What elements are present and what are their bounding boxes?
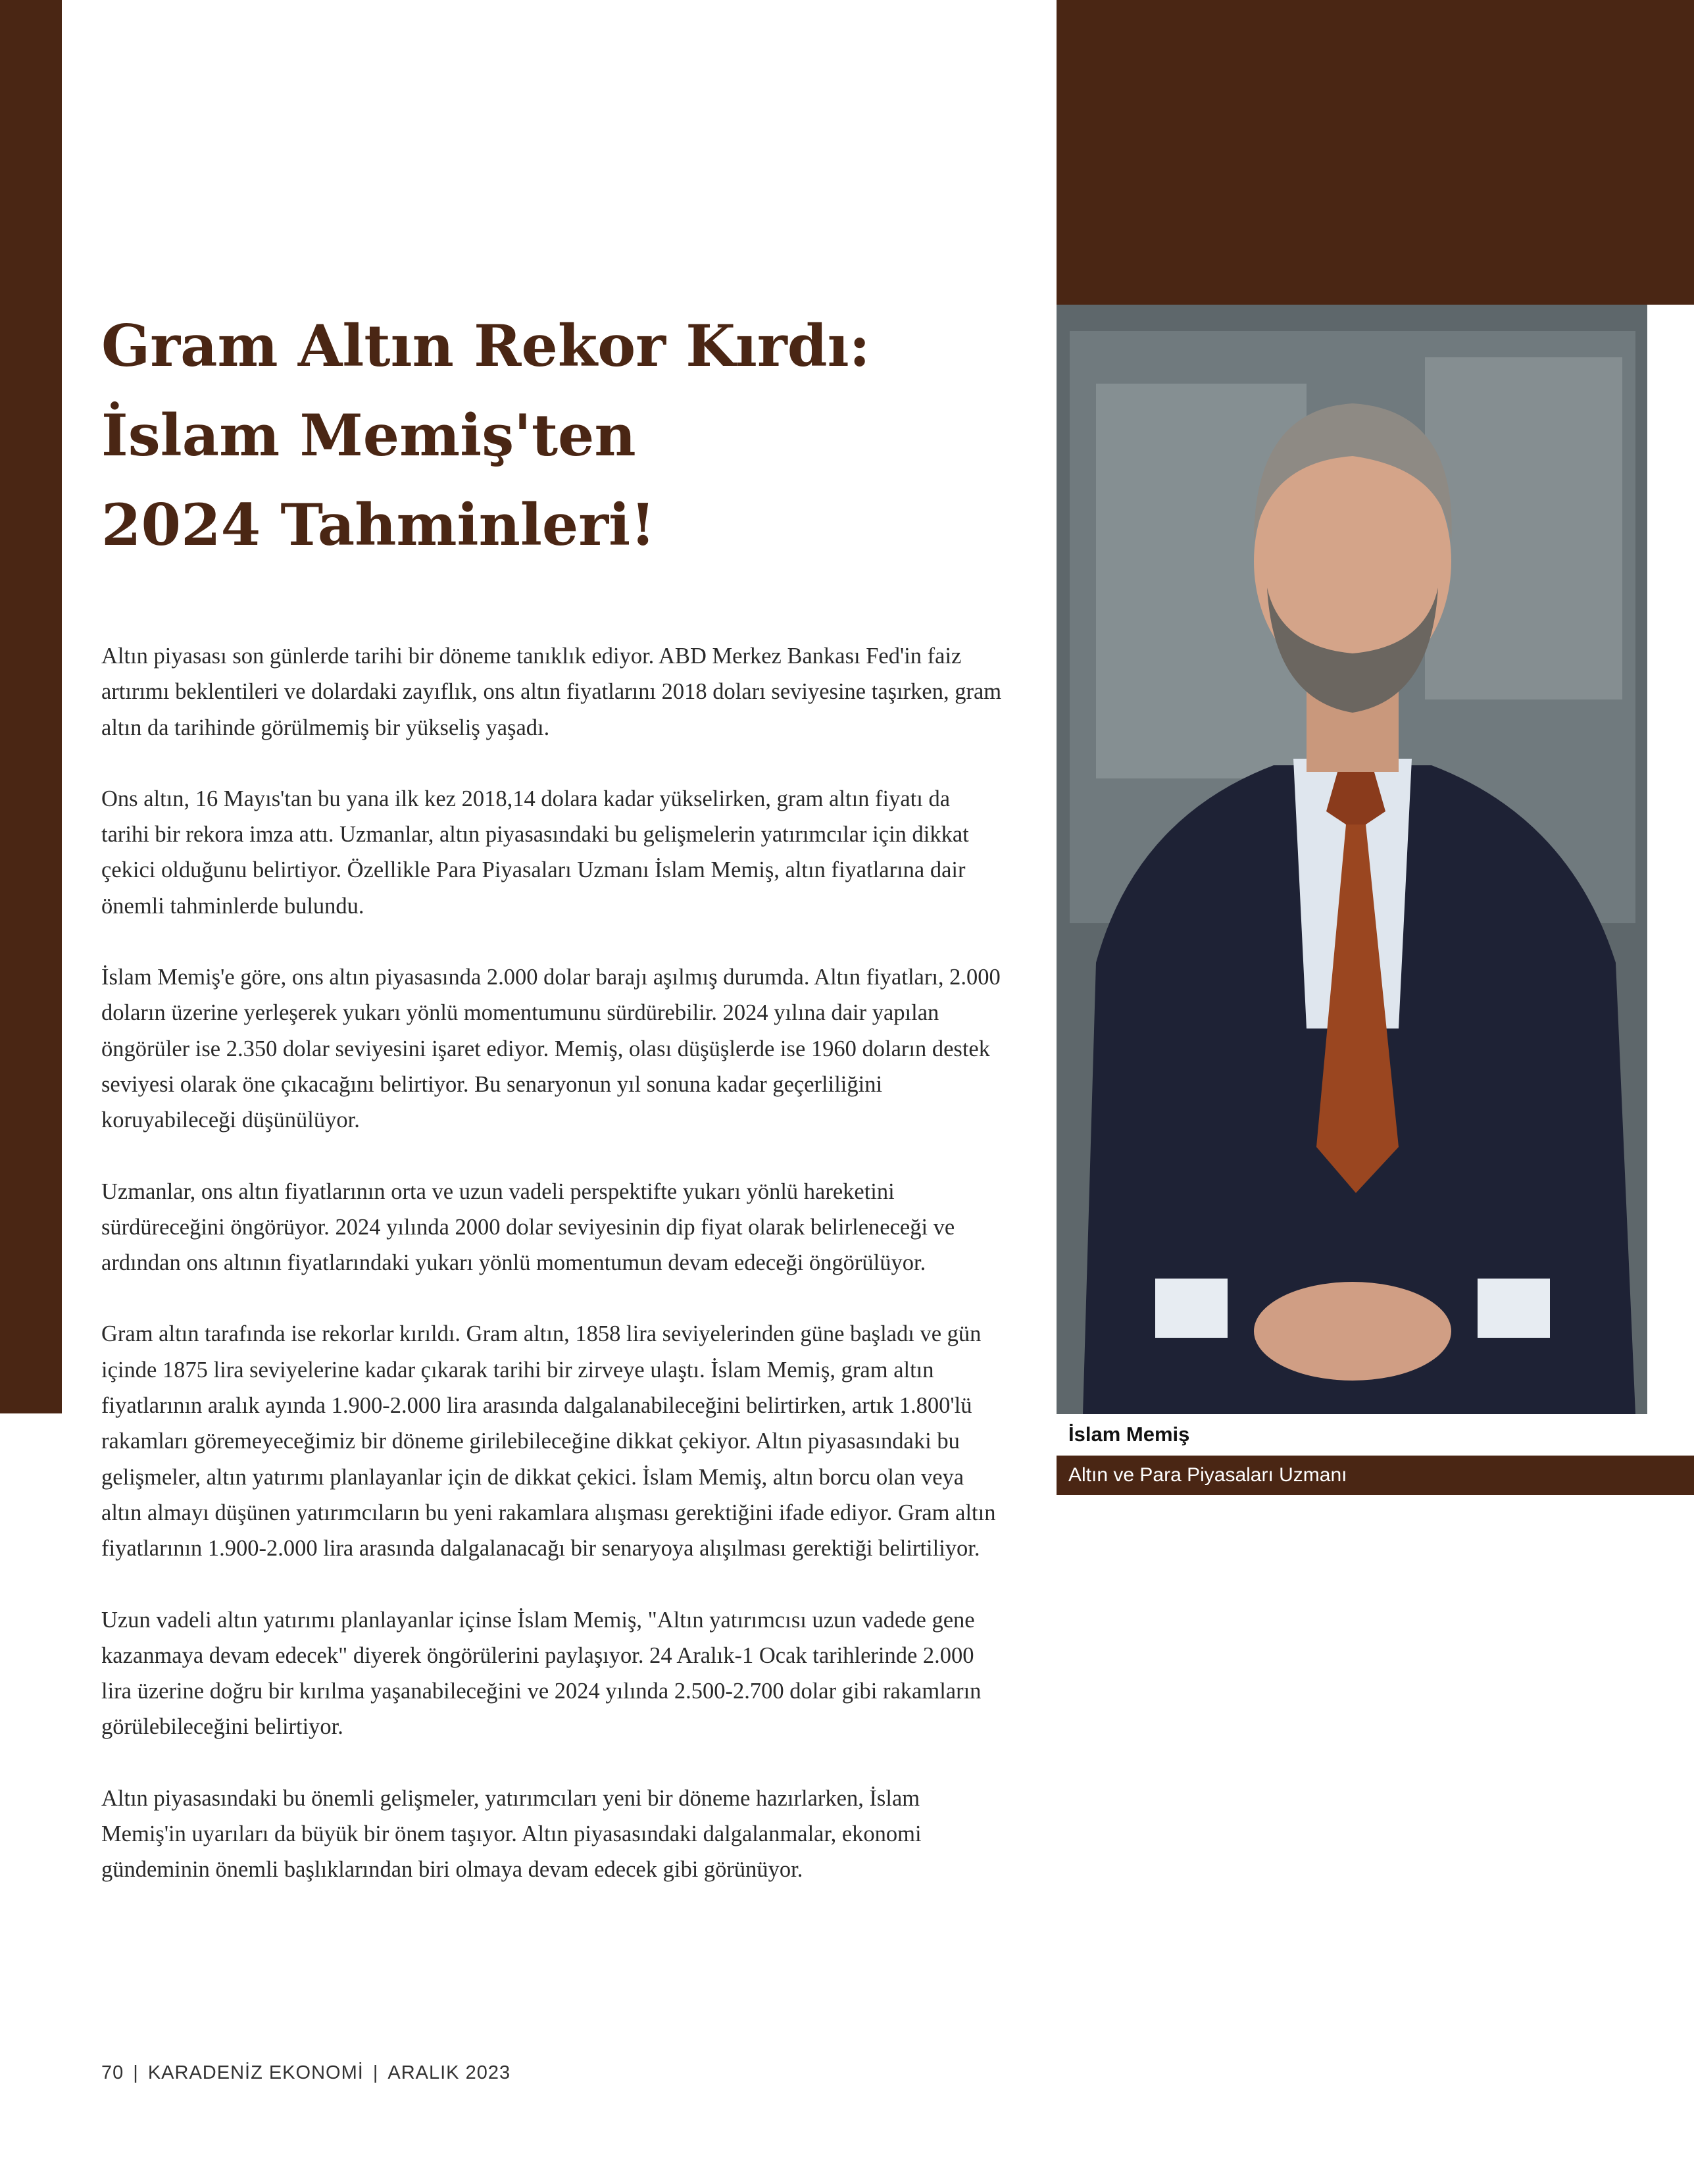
caption-name: İslam Memiş (1068, 1423, 1190, 1446)
portrait-photo (1057, 305, 1647, 1414)
top-right-accent-block (1057, 0, 1694, 305)
caption-role: Altın ve Para Piyasaları Uzmanı (1057, 1456, 1694, 1495)
title-line: 2024 Tahminleri! (101, 491, 656, 559)
article-paragraph: Uzmanlar, ons altın fiyatlarının orta ve uzun vadeli perspektifte yukarı yönlü hareketini sürdüreceğini öngörüyor. 2024 yılında 2000 dolar seviyesinin dip fiyat olarak belirleneceği ve ardından ons altının fiyatlarındaki yukarı yönlü momentumun devam edeceği öngörülüyor. (101, 1179, 955, 1276)
article-paragraph: Ons altın, 16 Mayıs'tan bu yana ilk kez 2018,14 dolara kadar yükselirken, gram altın fiyatı da tarihi bir rekora imza attı. Uzmanlar, altın piyasasındaki bu gelişmelerin yatırımcılar için dikkat çekici olduğunu belirtiyor. Özellikle Para Piyasaları Uzmanı İslam Memiş, altın fiyatlarına dair önemli tahminlerde bulundu. (101, 786, 969, 919)
page-footer (101, 2062, 511, 2084)
title-line: Gram Altın Rekor Kırdı: (101, 312, 870, 380)
magazine-name: KARADENİZ EKONOMİ (147, 2062, 364, 2083)
article-paragraph: Altın piyasası son günlerde tarihi bir döneme tanıklık ediyor. ABD Merkez Bankası Fed'in faiz artırımı beklentileri ve dolardaki zayıflık, ons altın fiyatlarını 2018 doları seviyesine taşırken, gram altın da tarihinde görülmemiş bir yükseliş yaşadı. (101, 644, 1002, 740)
page-number: 70 (101, 2062, 124, 2083)
title-line: İslam Memiş'ten (101, 401, 636, 469)
article-body (101, 638, 1003, 1923)
footer-separator: | (133, 2062, 139, 2083)
portrait-illustration (1057, 305, 1647, 1414)
article-paragraph: İslam Memiş'e göre, ons altın piyasasında 2.000 dolar barajı aşılmış durumda. Altın fiyatları, 2.000 doların üzerine yerleşerek yukarı yönlü momentumunu sürdürebilir. 2024 yılına dair yapılan öngörüler ise 2.350 dolar seviyesini işaret ediyor. Memiş, olası düşüşlerde ise 1960 doların destek seviyesi olarak öne çıkacağını belirtiyor. Bu senaryonun yıl sonuna kadar geçerliliğini koruyabileceği düşünülüyor. (101, 965, 1001, 1133)
issue-date: ARALIK 2023 (387, 2062, 511, 2083)
left-accent-bar (0, 0, 62, 1413)
article-title (101, 301, 1022, 570)
footer-separator: | (372, 2062, 379, 2083)
article-paragraph: Altın piyasasındaki bu önemli gelişmeler, yatırımcıları yeni bir döneme hazırlarken, İslam Memiş'in uyarıları da büyük bir önem taşıyor. Altın piyasasındaki dalgalanmalar, ekonomi gündeminin önemli başlıklarından biri olmaya devam edecek gibi görünüyor. (101, 1785, 922, 1883)
article-paragraph: Uzun vadeli altın yatırımı planlayanlar içinse İslam Memiş, "Altın yatırımcısı uzun vadede gene kazanmaya devam edecek" diyerek öngörülerini paylaşıyor. 24 Aralık-1 Ocak tarihlerinde 2.000 lira üzerine doğru bir kırılma yaşanabileceğini ve 2024 yılında 2.500-2.700 dolar gibi rakamların görülebileceğini belirtiyor. (101, 1607, 982, 1740)
article-paragraph: Gram altın tarafında ise rekorlar kırıldı. Gram altın, 1858 lira seviyelerinden güne başladı ve gün içinde 1875 lira seviyelerine kadar çıkarak tarihi bir zirveye ulaştı. İslam Memiş, gram altın fiyatlarının aralık ayında 1.900-2.000 lira arasında dalgalanabileceğini belirtirken, artık 1.800'lü rakamları göremeyeceğimiz bir döneme girilebileceğine dikkat çekiyor. Altın piyasasındaki bu gelişmeler, altın yatırımı planlayanlar için de dikkat çekici. İslam Memiş, altın borcu olan veya altın almayı düşünen yatırımcıların bu yeni rakamlara alışması gerektiğini ifade ediyor. Gram altın fiyatlarının 1.900-2.000 lira arasında dalgalanacağı bir senaryoya alışılması gerektiği belirtiliyor. (101, 1321, 996, 1562)
